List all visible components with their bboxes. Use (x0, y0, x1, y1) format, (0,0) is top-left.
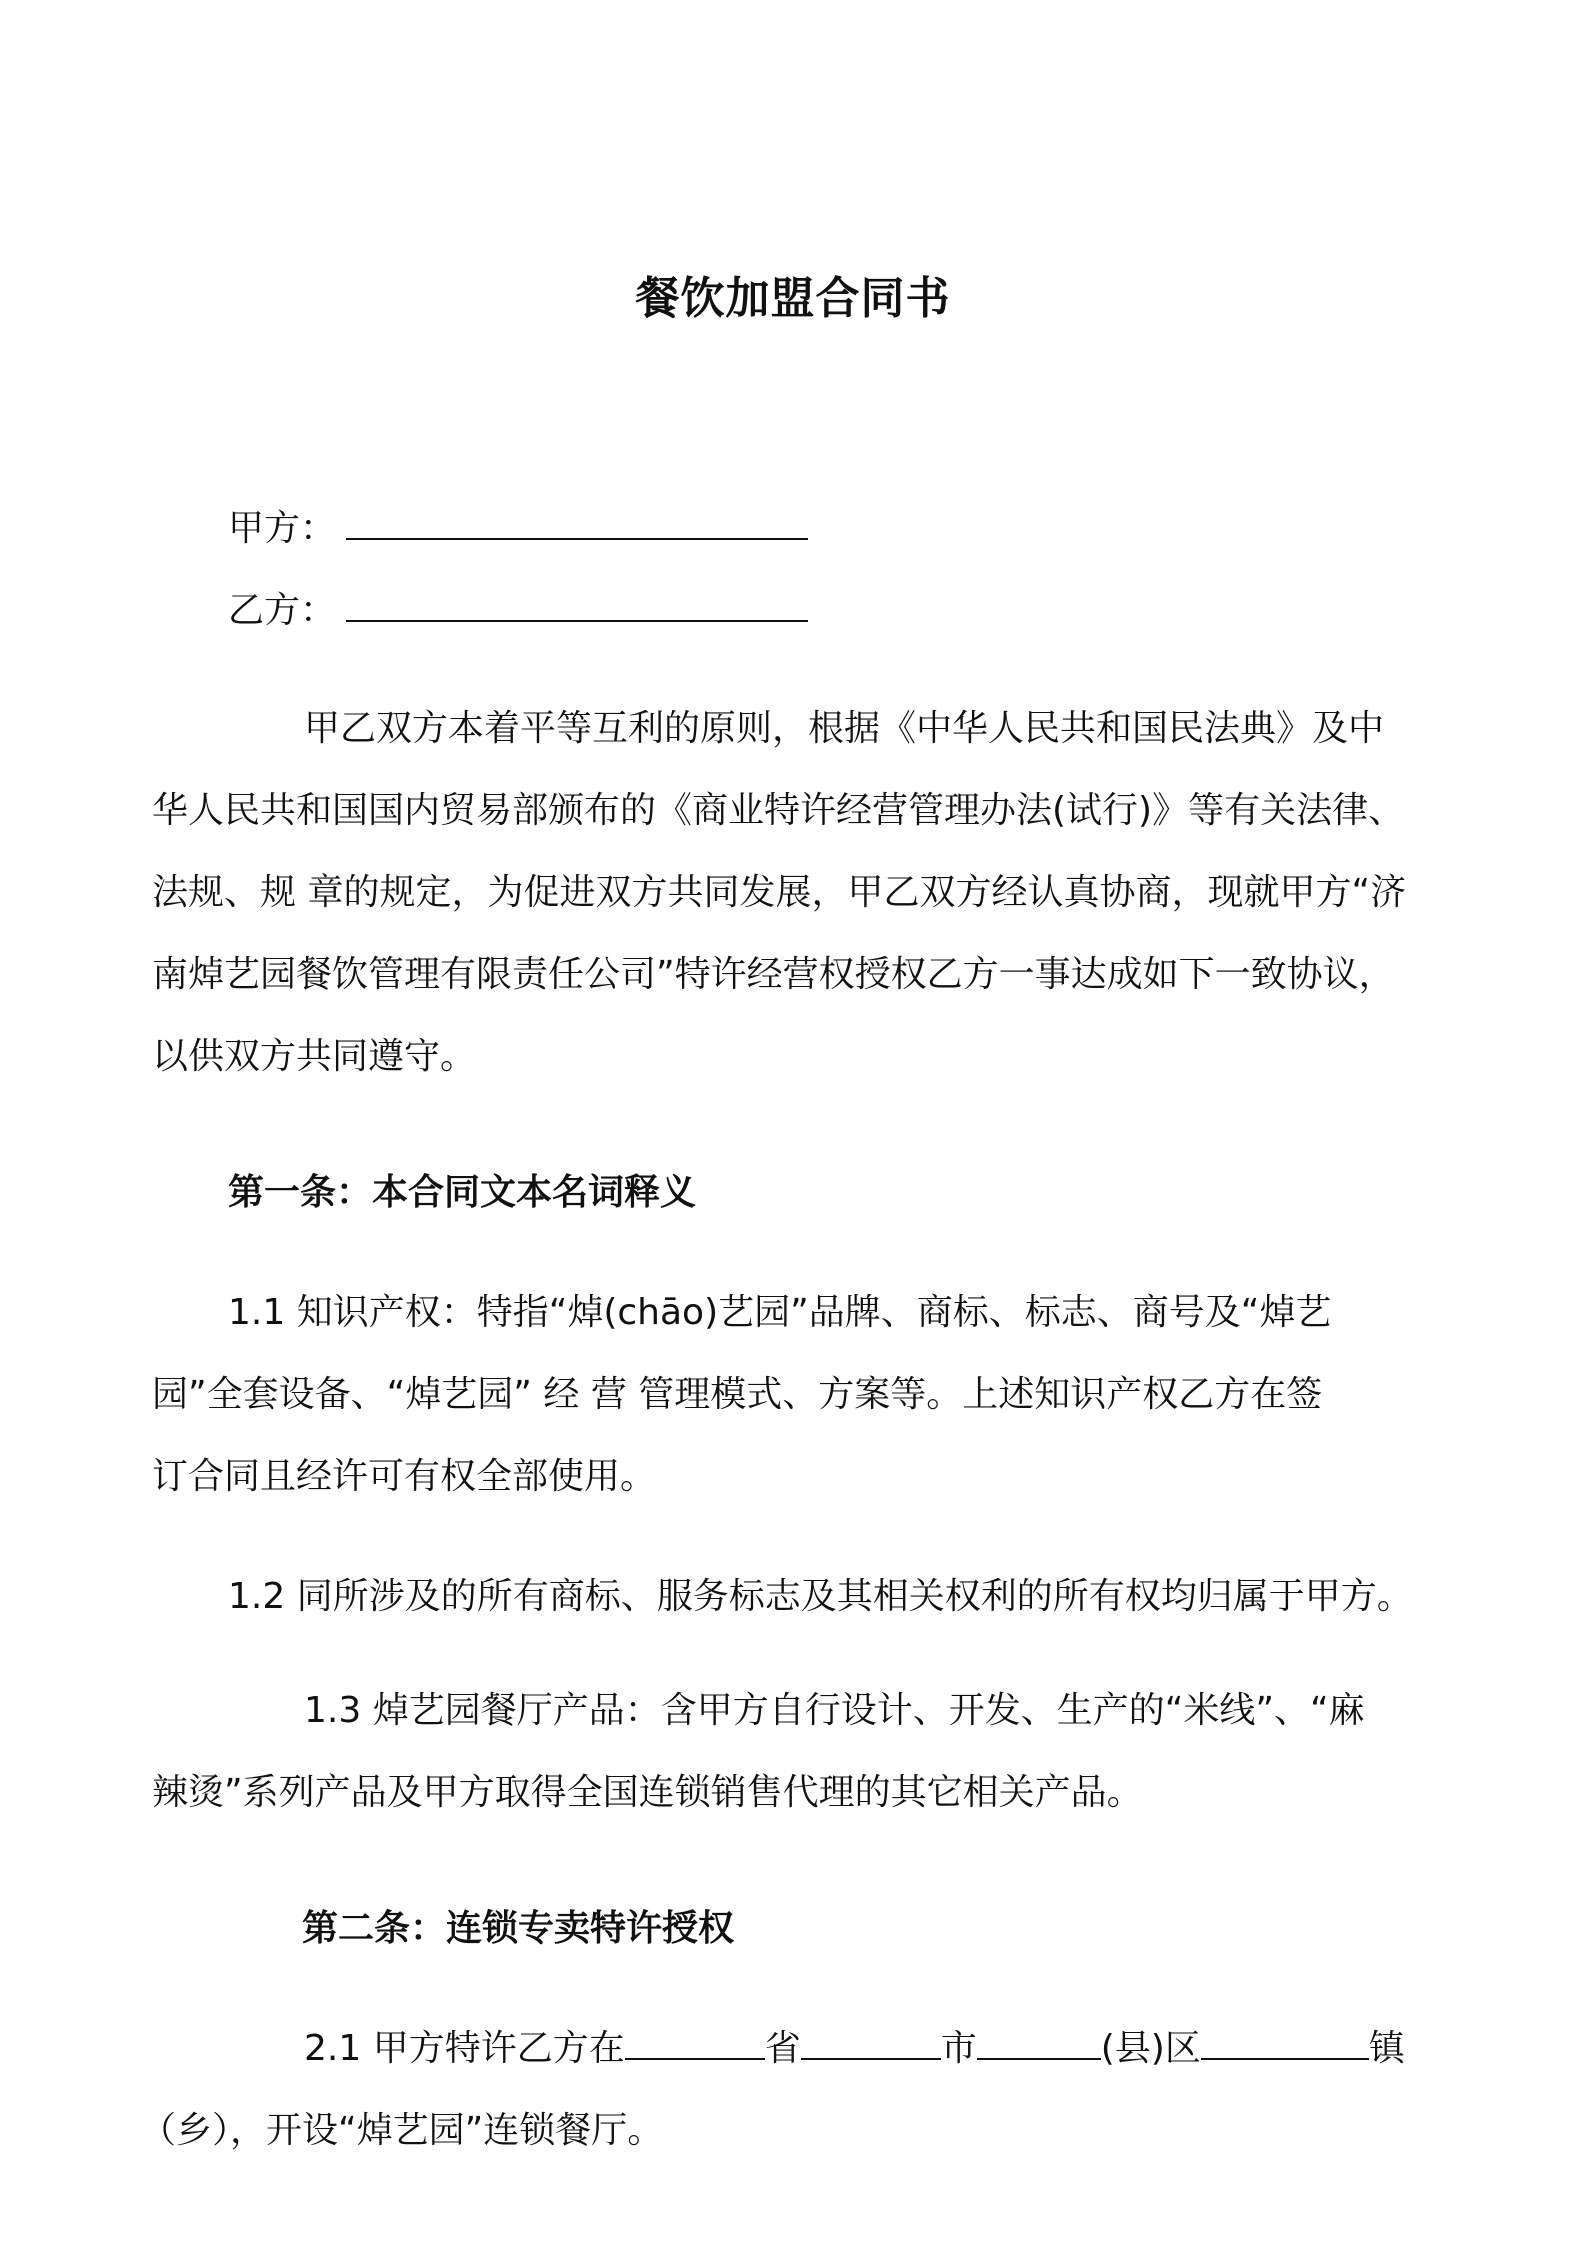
party-b-label: 乙方： (228, 590, 337, 631)
city-label: 市 (940, 2028, 977, 2069)
preamble-line: 华人民共和国国内贸易部颁布的《商业特许经营管理办法(试行)》等有关法律、 (152, 790, 1405, 831)
document-title: 餐饮加盟合同书 (635, 273, 951, 324)
clause-2-1-prefix: 2.1 甲方特许乙方在 (304, 2028, 625, 2069)
clause-1-3 (152, 1670, 1442, 1834)
province-label: 省 (764, 2028, 801, 2069)
clause-line: 订合同且经许可有权全部使用。 (152, 1456, 657, 1497)
party-b-line (228, 586, 808, 635)
clause-line: 1.3 焯艺园餐厅产品：含甲方自行设计、开发、生产的“米线”、“麻 (304, 1690, 1365, 1731)
clause-2-1-first-line (152, 2008, 1442, 2090)
clause-1-2 (152, 1556, 1442, 1638)
city-blank (801, 2024, 941, 2060)
preamble-line: 南焯艺园餐饮管理有限责任公司”特许经营权授权乙方一事达成如下一致协议， (152, 954, 1395, 995)
county-label: (县)区 (1100, 2028, 1201, 2069)
party-b-blank (346, 586, 808, 622)
province-blank (625, 2024, 765, 2060)
clause-1-1 (152, 1272, 1442, 1518)
article-1-heading: 第一条：本合同文本名词释义 (228, 1172, 697, 1213)
article-2-heading: 第二条：连锁专卖特许授权 (302, 1908, 735, 1949)
county-blank (977, 2024, 1101, 2060)
town-label: 镇 (1368, 2028, 1405, 2069)
preamble-line: 以供双方共同遵守。 (152, 1036, 477, 1077)
preamble-paragraph (152, 688, 1442, 1098)
clause-2-1 (140, 2008, 1442, 2172)
clause-line: 园”全套设备、“焯艺园” 经 营 管理模式、方案等。上述知识产权乙方在签 (152, 1374, 1323, 1415)
clause-line: 辣烫”系列产品及甲方取得全国连锁销售代理的其它相关产品。 (152, 1772, 1143, 1813)
clause-line: 1.1 知识产权：特指“焯(chāo)艺园”品牌、商标、标志、商号及“焯艺 (228, 1292, 1332, 1333)
preamble-line: 甲乙双方本着平等互利的原则，根据《中华人民共和国民法典》及中 (304, 708, 1385, 749)
party-a-blank (346, 504, 808, 540)
party-a-label: 甲方： (228, 508, 337, 549)
party-a-line (228, 504, 808, 553)
town-blank (1201, 2024, 1369, 2060)
preamble-line: 法规、规 章的规定，为促进双方共同发展，甲乙双方经认真协商，现就甲方“济 (152, 872, 1407, 913)
clause-2-1-second-line: （乡），开设“焯艺园”连锁餐厅。 (140, 2110, 664, 2151)
clause-line: 1.2 同所涉及的所有商标、服务标志及其相关权利的所有权均归属于甲方。 (228, 1576, 1413, 1617)
